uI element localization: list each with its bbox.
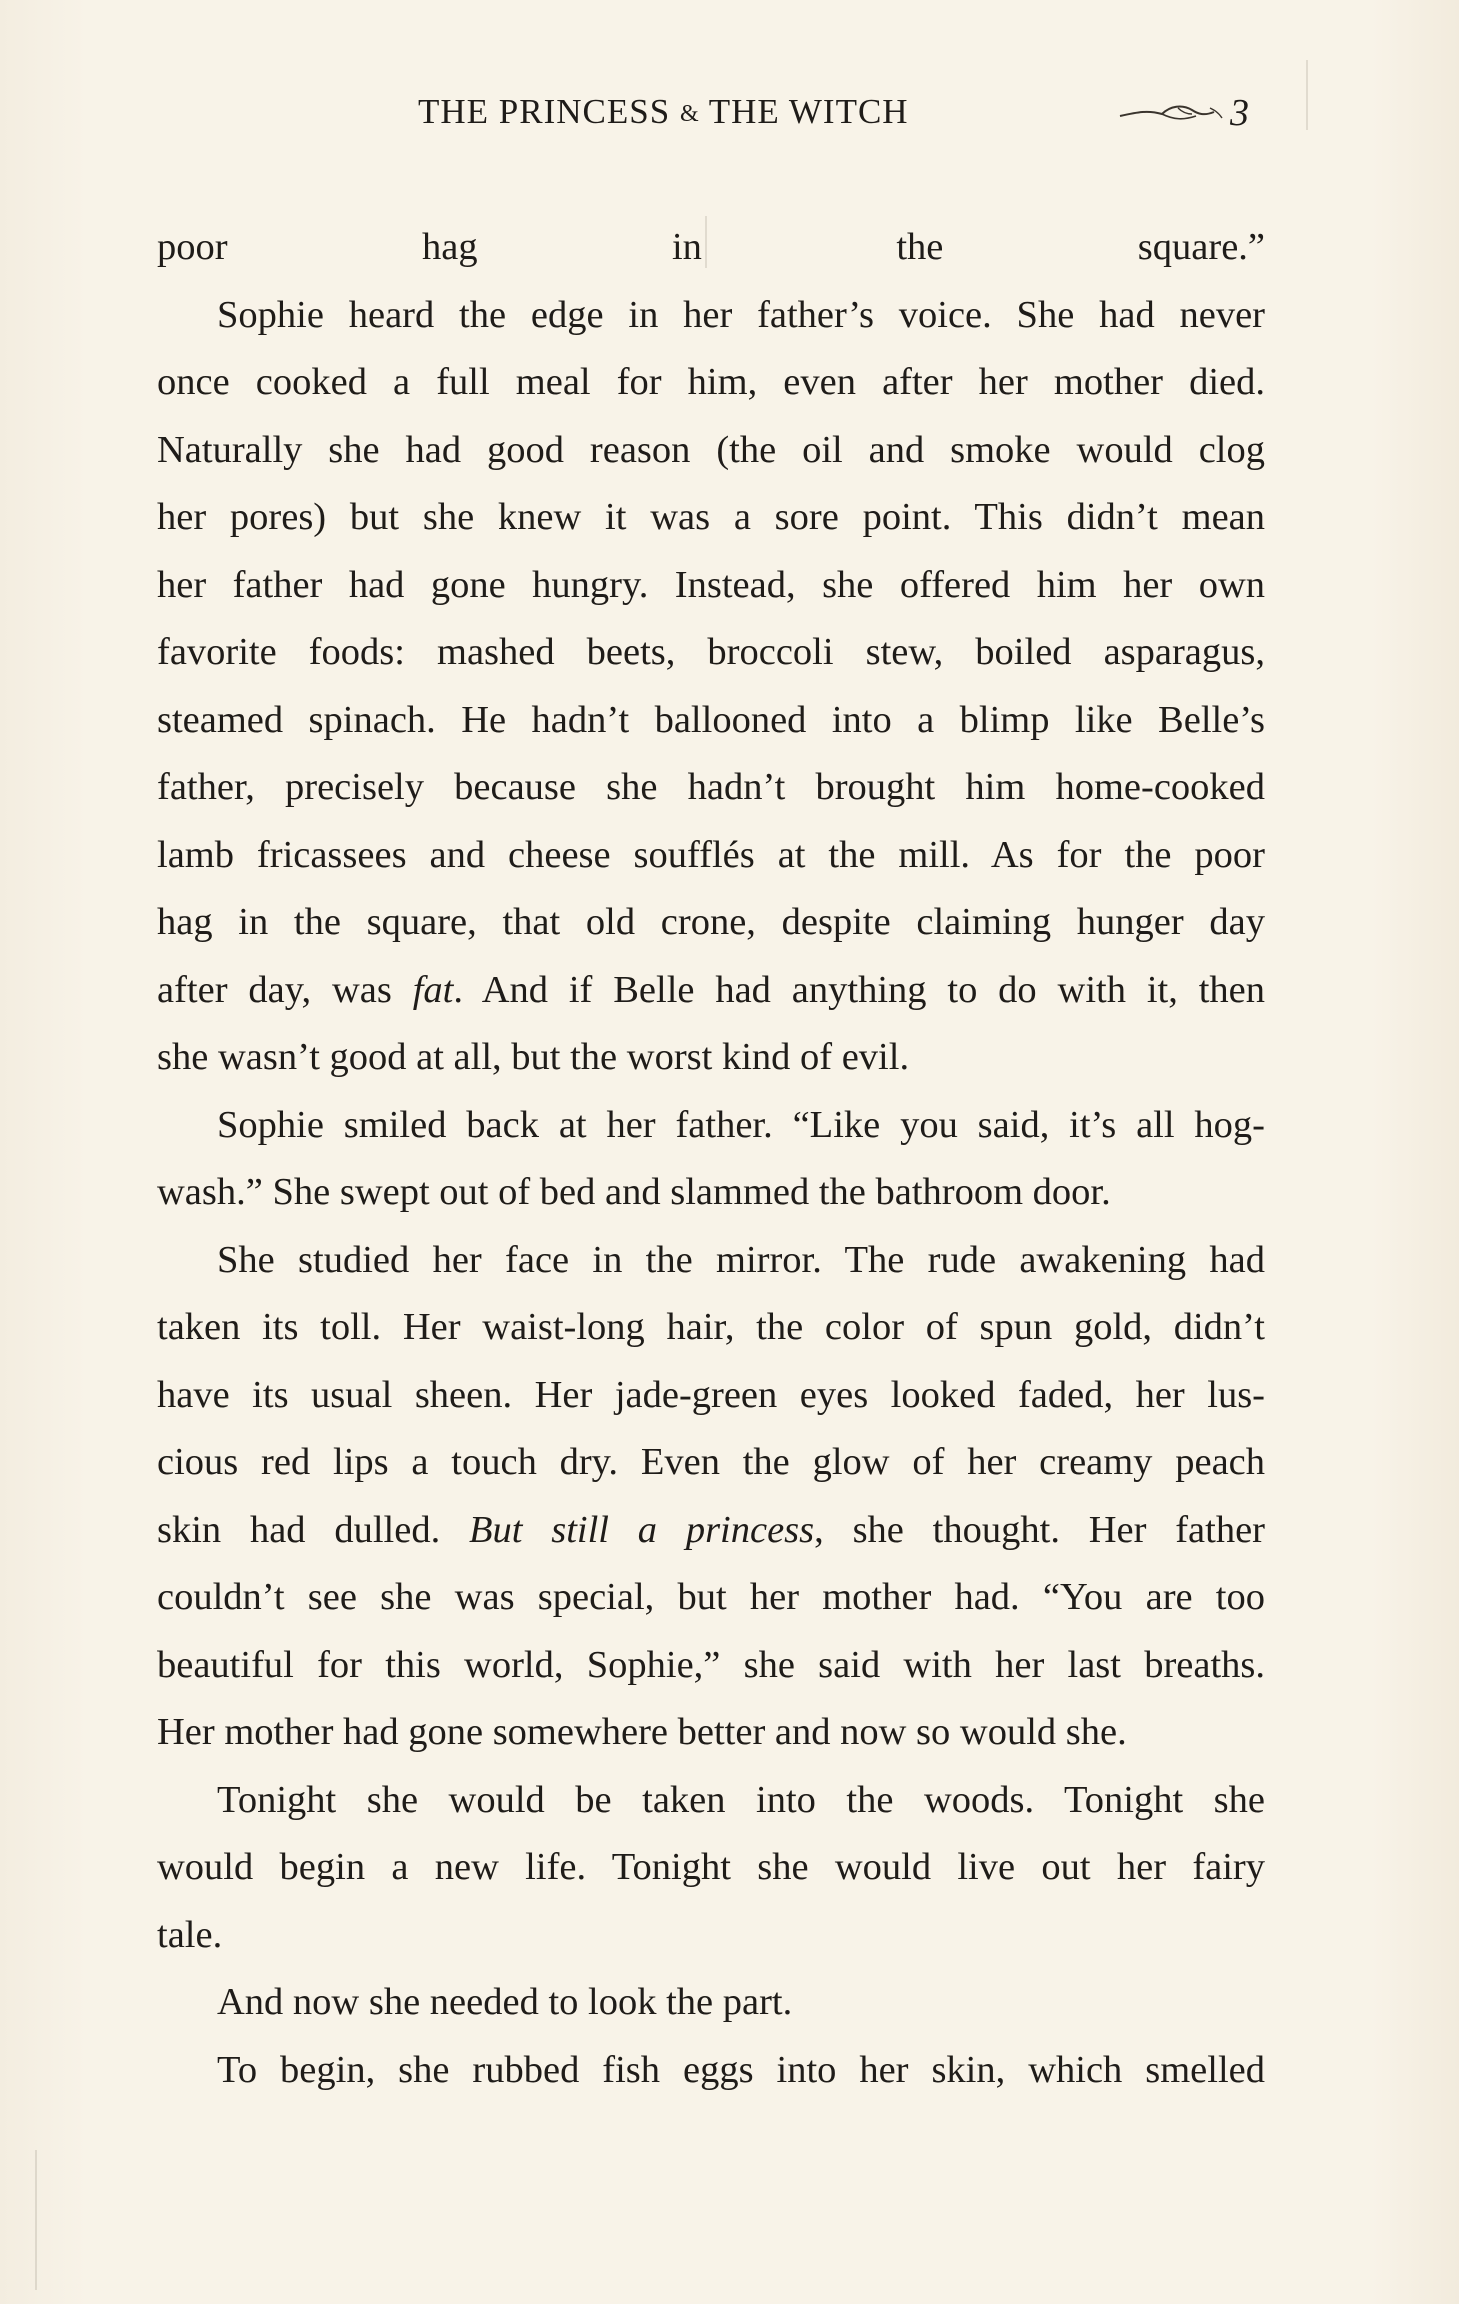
text-segment: , she thought. Her father bbox=[814, 1508, 1265, 1551]
text-line: have its usual sheen. Her jade-green eyes looked faded, her lus- bbox=[157, 1373, 1265, 1416]
text-line: And now she needed to look the part. bbox=[217, 1981, 793, 2023]
running-head-title-part1: THE PRINCESS bbox=[418, 92, 671, 131]
text-line: Naturally she had good reason (the oil and smoke would clog bbox=[157, 428, 1265, 471]
text-line: Her mother had gone somewhere better and now so would she. bbox=[157, 1711, 1127, 1753]
text-line: beautiful for this world, Sophie,” she said with her last breaths. bbox=[157, 1643, 1265, 1686]
text-line: wash.” She swept out of bed and slammed the bathroom door. bbox=[157, 1171, 1111, 1213]
text-line bbox=[157, 957, 1265, 1025]
running-head-title-part2: THE WITCH bbox=[708, 92, 909, 131]
text-line: Tonight she would be taken into the woods. Tonight she bbox=[217, 1778, 1265, 1821]
body-text bbox=[157, 214, 1265, 2104]
text-line bbox=[157, 1497, 1265, 1565]
paper-crease bbox=[1306, 60, 1308, 130]
text-line: father, precisely because she hadn’t brought him home-cooked bbox=[157, 766, 1265, 808]
paper-crease bbox=[35, 2150, 37, 2290]
text-line: She studied her face in the mirror. The rude awakening had bbox=[217, 1238, 1265, 1281]
text-line: steamed spinach. He hadn’t ballooned into a blimp like Belle’s bbox=[157, 698, 1265, 741]
paper-crease bbox=[705, 216, 707, 268]
text-line: favorite foods: mashed beets, broccoli stew, boiled asparagus, bbox=[157, 631, 1265, 673]
text-segment: after day, was bbox=[157, 968, 413, 1011]
text-line: Sophie smiled back at her father. “Like you said, it’s all hog- bbox=[217, 1103, 1265, 1146]
text-segment: . And if Belle had anything to do with it, then bbox=[453, 968, 1265, 1011]
text-line: cious red lips a touch dry. Even the glow of her creamy peach bbox=[157, 1441, 1265, 1483]
text-line: couldn’t see she was special, but her mother had. “You are too bbox=[157, 1576, 1265, 1618]
running-head-ampersand: & bbox=[679, 101, 700, 127]
text-line: lamb fricassees and cheese soufflés at the mill. As for the poor bbox=[157, 833, 1265, 876]
flourish-ornament-icon bbox=[1118, 98, 1226, 128]
text-line: her pores) but she knew it was a sore point. This didn’t mean bbox=[157, 496, 1265, 538]
italic-text: But still a princess bbox=[468, 1508, 815, 1551]
text-line: tale. bbox=[157, 1913, 223, 1956]
italic-text: fat bbox=[412, 968, 454, 1011]
page-number: 3 bbox=[1230, 92, 1249, 134]
running-head bbox=[418, 92, 909, 134]
text-line: poor hag in the square.” bbox=[157, 226, 1265, 268]
text-line: would begin a new life. Tonight she would live out her fairy bbox=[157, 1846, 1265, 1888]
text-line: her father had gone hungry. Instead, she offered him her own bbox=[157, 563, 1265, 606]
text-segment: skin had dulled. bbox=[157, 1508, 469, 1551]
page-header bbox=[0, 92, 1459, 132]
text-line: hag in the square, that old crone, despite claiming hunger day bbox=[157, 901, 1265, 943]
text-line: To begin, she rubbed fish eggs into her skin, which smelled bbox=[217, 2048, 1265, 2091]
text-line: she wasn’t good at all, but the worst kind of evil. bbox=[157, 1036, 910, 1078]
text-line: taken its toll. Her waist-long hair, the color of spun gold, didn’t bbox=[157, 1306, 1265, 1348]
text-line: Sophie heard the edge in her father’s voice. She had never bbox=[217, 293, 1265, 336]
text-line: once cooked a full meal for him, even after her mother died. bbox=[157, 361, 1265, 403]
